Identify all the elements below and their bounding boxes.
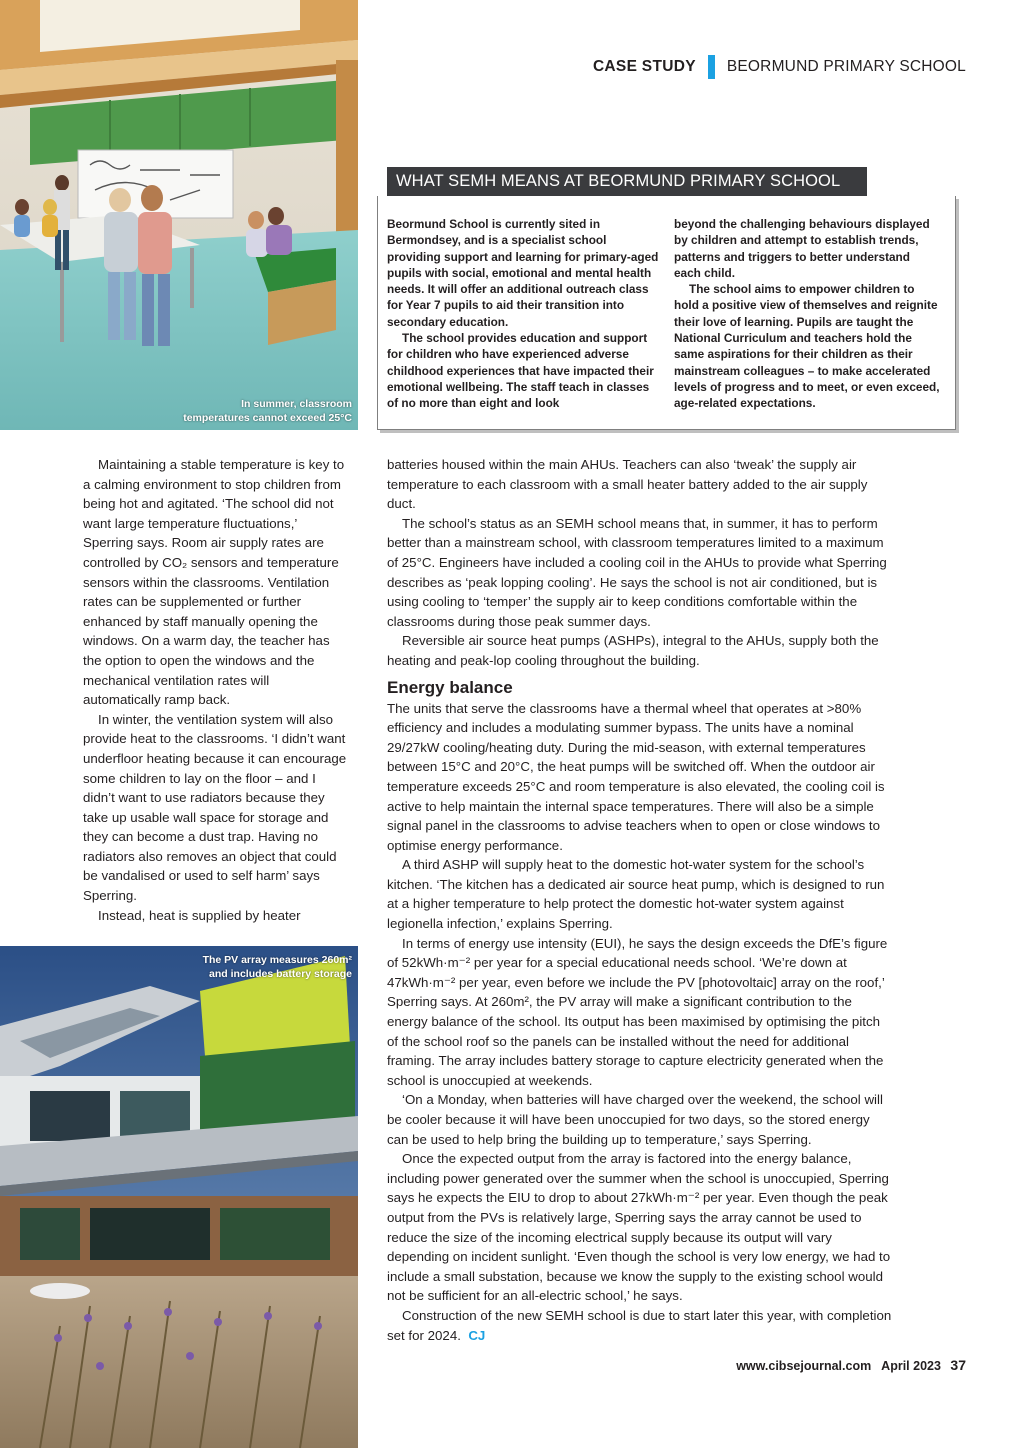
boxout-paragraph: The school aims to empower children to hold a positive view of themselves and reignite their love of learning. Pupils are taught the National Curriculum and teachers hold the same aspirations for their children as their mainstream colleagues – to make accelerated levels of progress and to meet, or even exceed, age-related expectations. (674, 282, 940, 411)
closing-text: Construction of the new SEMH school is due to start later this year, with completion set for 2024. (387, 1307, 892, 1343)
body-paragraph: Maintaining a stable temperature is key to a calming environment to stop children from being hot and agitated. ‘The school did not want large temperature fluctuations,’ Sperring says. Room air supply rates are controlled by CO₂ sensors and temperature sensors within the classrooms. Ventilation rates can be supplemented or further enhanced by staff manually opening the windows. On a warm day, the teacher has the option to open the windows and the mechanical ventilation rates will automatically ramp back. (83, 457, 345, 708)
body-paragraph (387, 1306, 893, 1345)
classroom-illustration (0, 0, 358, 430)
footer-date: April 2023 (881, 1359, 941, 1373)
pv-caption-line2: and includes battery storage (209, 968, 352, 980)
body-paragraph: In terms of energy use intensity (EUI), he says the design exceeds the DfE’s figure of 52kWh·m⁻² per year for a special educational needs school. ‘We’re down at 47kWh·m⁻² per year, even before we include the PV [photovoltaic] array on the roof,’ Sperring says. At 260m², the PV array will make a significant contribution to the energy balance of the school. Its output has been maximised by optimising the pitch of the school roof so the panels can be installed without the need for additional framing. The array includes battery storage to capture electricity generated when the school is unoccupied at weekends. (387, 935, 888, 1088)
boxout-title: WHAT SEMH MEANS AT BEORMUND PRIMARY SCHOOL (387, 167, 867, 196)
classroom-caption-line1: In summer, classroom (241, 398, 352, 410)
article-title: BEORMUND PRIMARY SCHOOL (726, 58, 966, 75)
pv-caption-line1: The PV array measures 260m² (202, 954, 352, 966)
boxout-paragraph: beyond the challenging behaviours displayed by children and attempt to establish trends, patterns and triggers to better understand each child. (674, 217, 930, 280)
footer-url: www.cibsejournal.com (736, 1359, 872, 1373)
boxout-paragraph: The school provides education and support for children who have experienced adverse childhood experiences that have impacted their emotional wellbeing. The staff teach in classes of no more than eight and look (387, 331, 654, 411)
classroom-caption-line2: temperatures cannot exceed 25°C (183, 412, 352, 424)
pv-caption (203, 953, 352, 981)
page-number: 37 (950, 1357, 966, 1373)
body-paragraph: Once the expected output from the array is factored into the energy balance, including power generated over the summer when the school is unoccupied, Sperring says he expects the EIU to drop to about 27kWh·m⁻² per year. Even though the peak output from the PVs is relatively large, Sperring says the array cannot be used to reduce the size of the incoming electrical supply because its output will vary depending on incident sunlight. ‘Even though the school is very low energy, we had to include a small substation, because we know the supply to the existing school would not be sufficient for an all-electric school,’ he says. (387, 1151, 891, 1304)
body-paragraph: Instead, heat is supplied by heater (98, 907, 301, 923)
page-header (593, 55, 966, 79)
body-paragraph: The units that serve the classrooms have a thermal wheel that operates at >80% efficiency and includes a modulating summer bypass. The units have a nominal 29/27kW cooling/heating duty. During the mid-season, with external temperatures between 15°C and 20°C, the heat pumps will be switched off. When the outdoor air temperature exceeds 25°C and room temperature is also elevated, the cooling coil is active to help maintain the internal space temperatures. There will also be a simple signal panel in the classrooms to advise teachers when to open or close windows to optimise energy performance. (387, 700, 885, 853)
header-divider (708, 55, 715, 79)
author-signoff: CJ (468, 1327, 486, 1343)
body-paragraph: batteries housed within the main AHUs. Teachers can also ‘tweak’ the supply air temperature to each classroom with a small heater battery added to the air supply duct. (387, 457, 868, 512)
boxout-paragraph: Beormund School is currently sited in Bermondsey, and is a specialist school providing support and learning for primary-aged pupils with social, emotional and mental health needs. It will offer an additional outreach class for Year 7 pupils to aid their transition into secondary education. (387, 217, 659, 329)
body-paragraph: ‘On a Monday, when batteries will have charged over the weekend, the school will be cooler because it will have been unoccupied for two days, so the stored energy can be used to help bring the building up to temperature,’ says Sperring. (387, 1092, 883, 1147)
classroom-caption (183, 397, 352, 425)
right-column-text (387, 455, 893, 1345)
pv-array-illustration (0, 946, 358, 1448)
body-paragraph: In winter, the ventilation system will also provide heat to the classrooms. ‘I didn’t want underfloor heating because it can encourage some children to lay on the floor – and I didn’t want to use radiators because they take up usable wall space for storage and they can become a dust trap. Having no radiators also removes an object that could be vandalised or used to self harm’ says Sperring. (83, 711, 347, 904)
boxout-column-2 (674, 216, 940, 412)
left-column-text (83, 455, 347, 925)
section-label: CASE STUDY (592, 58, 696, 75)
body-paragraph: A third ASHP will supply heat to the domestic hot-water system for the school’s kitchen. ‘The kitchen has a dedicated air source heat pump, which is designed to run at a higher temperature to help protect the domestic hot-water system against legionella infection,’ explains Sperring. (387, 857, 885, 932)
page-footer (736, 1357, 966, 1373)
boxout-column-1 (387, 216, 659, 412)
body-paragraph: Reversible air source heat pumps (ASHPs), integral to the AHUs, supply both the heating and peak-lop cooling throughout the building. (387, 633, 879, 668)
section-heading: Energy balance (387, 677, 513, 697)
body-paragraph: The school’s status as an SEMH school means that, in summer, it has to perform better than a mainstream school, with classroom temperatures limited to a maximum of 25°C. Engineers have included a cooling coil in the AHUs to provide what Sperring describes as ‘peak lopping cooling’. He says the school is not air conditioned, but is using cooling to ‘temper’ the supply air to keep conditions comfortable within the classrooms during those peak summer days. (387, 515, 887, 629)
